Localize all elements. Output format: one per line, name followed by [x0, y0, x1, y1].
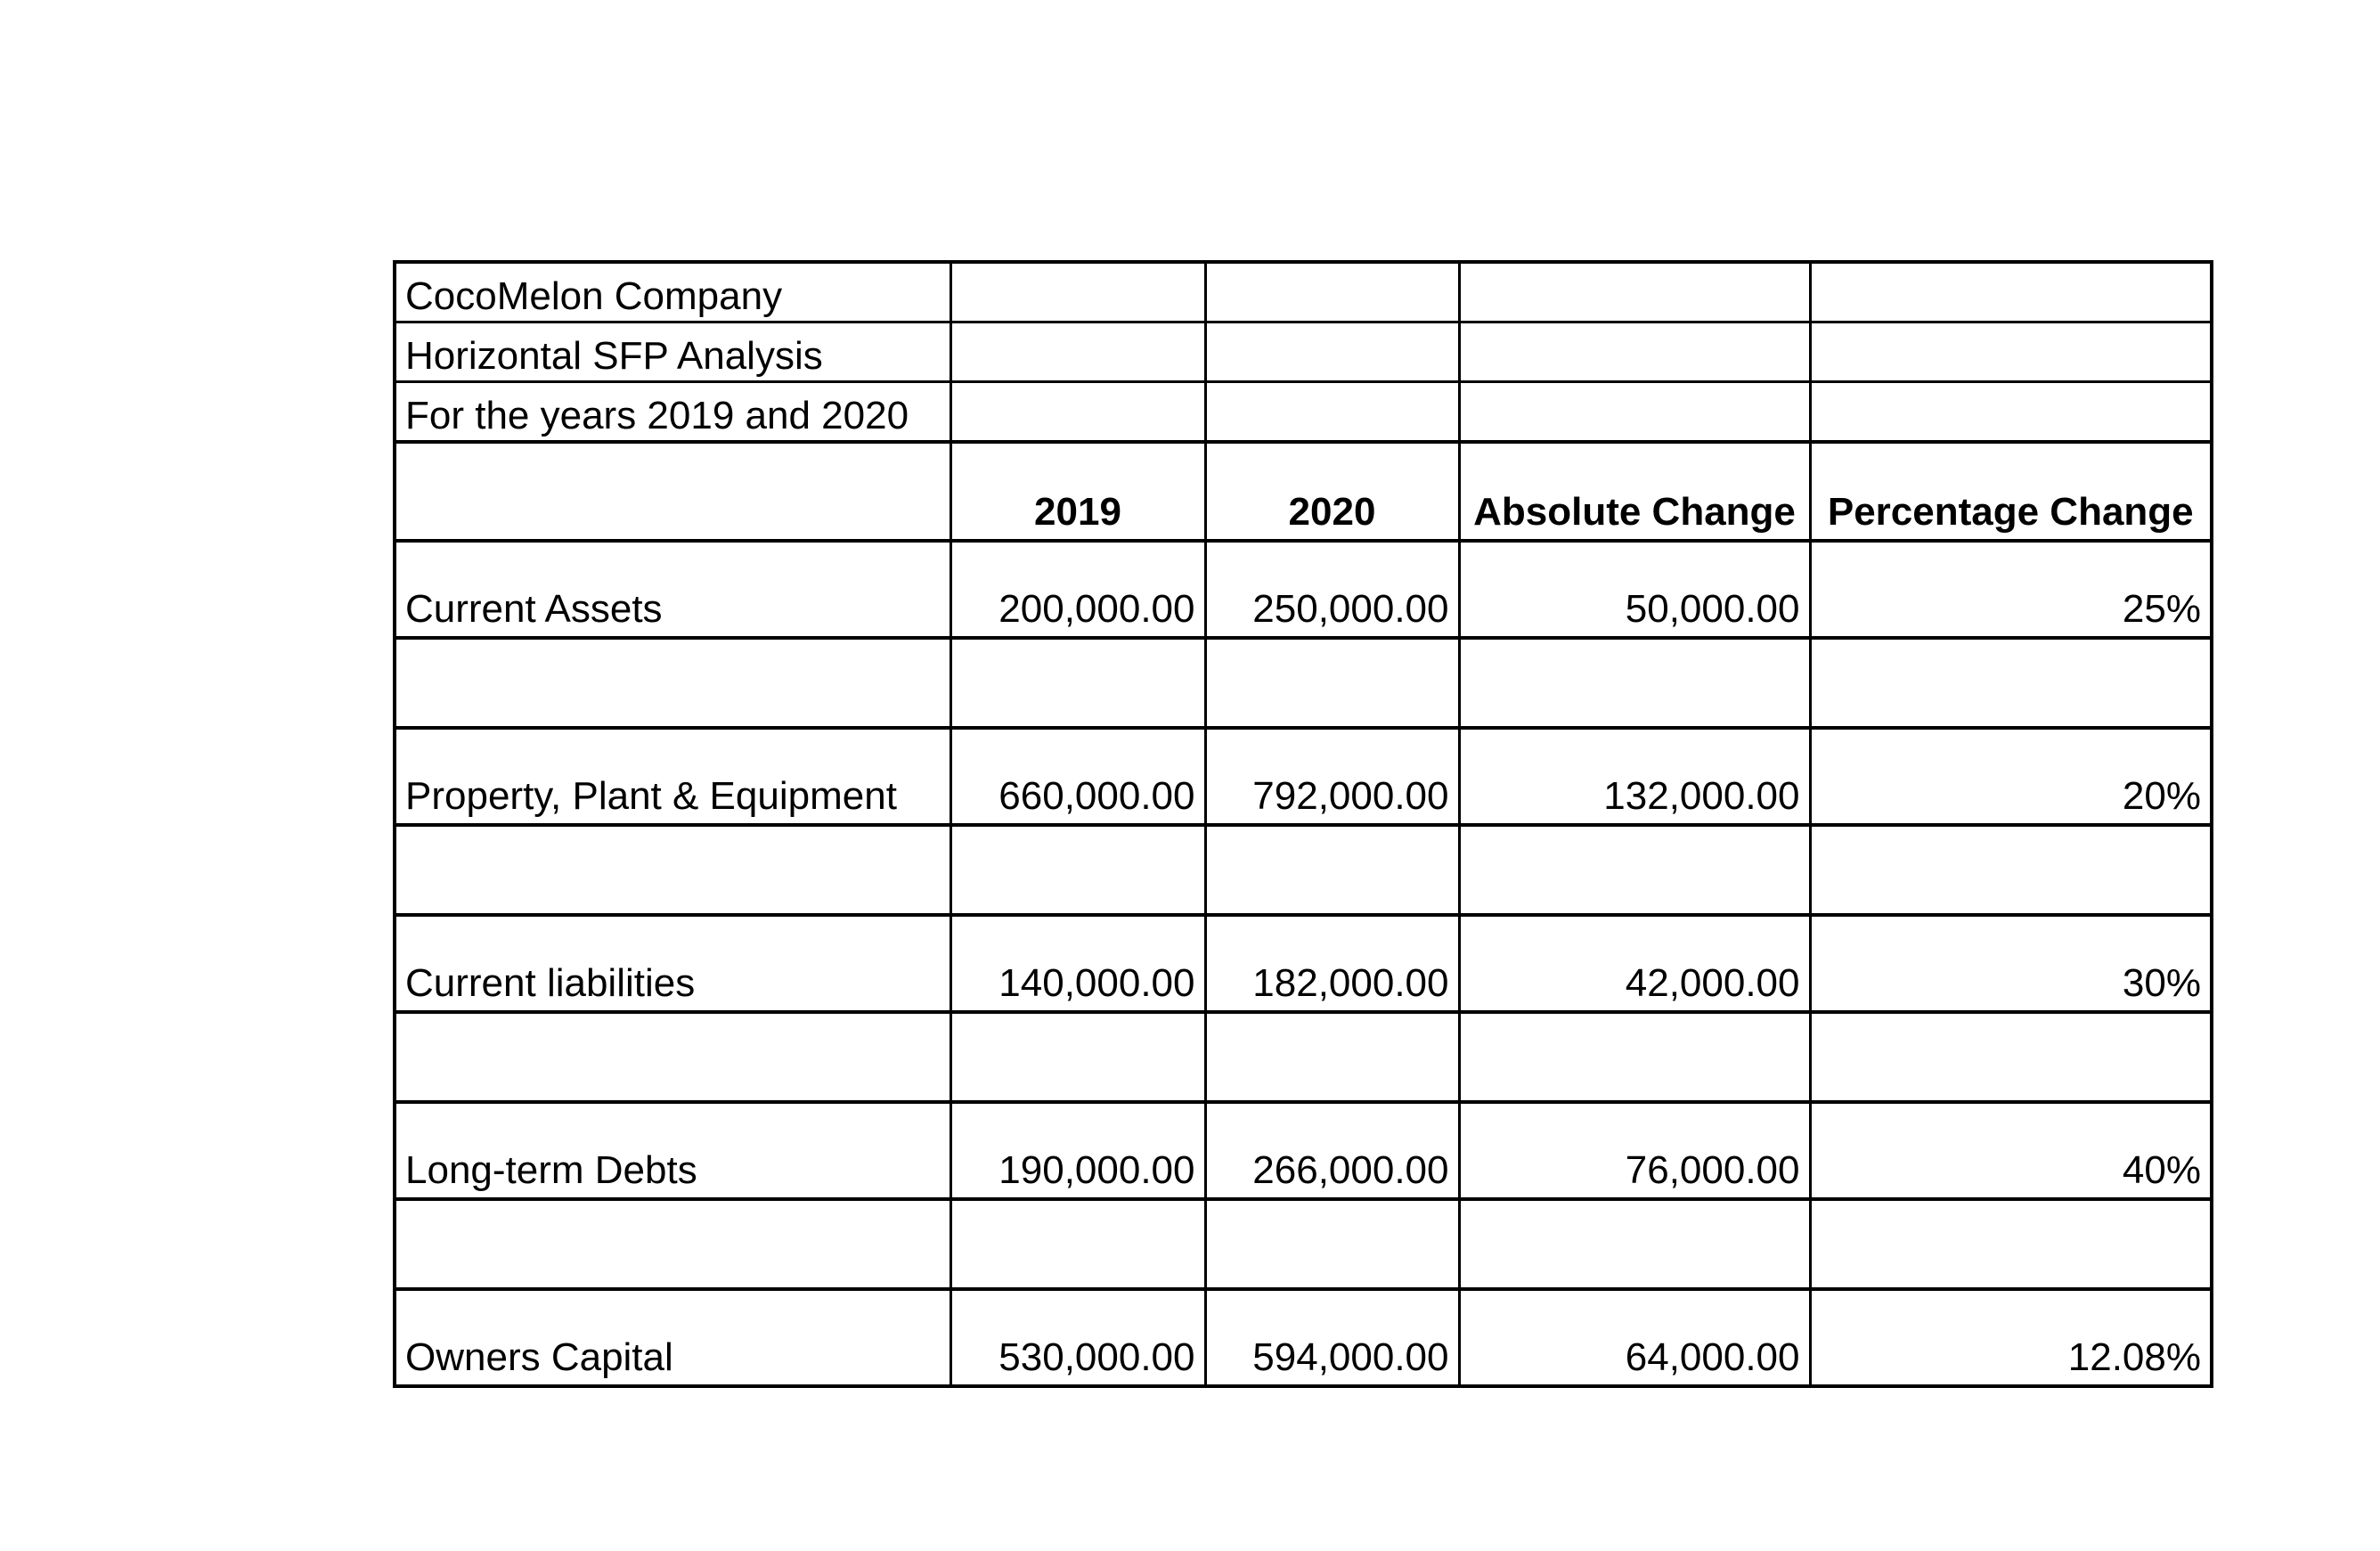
value-2020[interactable]: 792,000.00: [1205, 728, 1459, 825]
empty-cell[interactable]: [1810, 825, 2212, 915]
percentage-change-value[interactable]: 12.08%: [1810, 1289, 2212, 1386]
header-label-cell[interactable]: [395, 442, 950, 541]
empty-cell[interactable]: [1810, 322, 2212, 382]
percentage-change-value[interactable]: 25%: [1810, 541, 2212, 638]
report-title-cell[interactable]: Horizontal SFP Analysis: [395, 322, 950, 382]
empty-cell[interactable]: [1205, 825, 1459, 915]
column-header-row: [395, 442, 2212, 541]
empty-cell[interactable]: [395, 1199, 950, 1289]
empty-cell[interactable]: [1810, 382, 2212, 443]
value-2020[interactable]: 250,000.00: [1205, 541, 1459, 638]
empty-cell[interactable]: [1810, 262, 2212, 322]
row-label[interactable]: Current liabilities: [395, 915, 950, 1012]
empty-cell[interactable]: [1459, 1199, 1810, 1289]
empty-cell[interactable]: [950, 825, 1205, 915]
empty-cell[interactable]: [1810, 1199, 2212, 1289]
report-period-cell[interactable]: For the years 2019 and 2020: [395, 382, 950, 443]
table-row-current-assets: [395, 541, 2212, 638]
value-2019[interactable]: 190,000.00: [950, 1102, 1205, 1199]
absolute-change-value[interactable]: 76,000.00: [1459, 1102, 1810, 1199]
empty-cell[interactable]: [1459, 262, 1810, 322]
value-2019[interactable]: 200,000.00: [950, 541, 1205, 638]
empty-cell[interactable]: [1459, 825, 1810, 915]
empty-cell[interactable]: [1810, 1012, 2212, 1102]
empty-cell[interactable]: [1459, 322, 1810, 382]
value-2019[interactable]: 660,000.00: [950, 728, 1205, 825]
value-2019[interactable]: 140,000.00: [950, 915, 1205, 1012]
empty-cell[interactable]: [950, 1012, 1205, 1102]
table-row-long-term-debts: [395, 1102, 2212, 1199]
empty-cell[interactable]: [1810, 638, 2212, 728]
table-row-current-liabilities: [395, 915, 2212, 1012]
empty-cell[interactable]: [1205, 638, 1459, 728]
value-2019[interactable]: 530,000.00: [950, 1289, 1205, 1386]
empty-cell[interactable]: [950, 638, 1205, 728]
empty-cell[interactable]: [1459, 1012, 1810, 1102]
empty-cell[interactable]: [395, 1012, 950, 1102]
percentage-change-value[interactable]: 20%: [1810, 728, 2212, 825]
title-row-period: [395, 382, 2212, 443]
spacer-row: [395, 1012, 2212, 1102]
absolute-change-value[interactable]: 42,000.00: [1459, 915, 1810, 1012]
company-name-cell[interactable]: CocoMelon Company: [395, 262, 950, 322]
empty-cell[interactable]: [1205, 382, 1459, 443]
value-2020[interactable]: 594,000.00: [1205, 1289, 1459, 1386]
empty-cell[interactable]: [1205, 1199, 1459, 1289]
percentage-change-value[interactable]: 40%: [1810, 1102, 2212, 1199]
header-2020[interactable]: 2020: [1205, 442, 1459, 541]
row-label[interactable]: Property, Plant & Equipment: [395, 728, 950, 825]
header-percentage-change[interactable]: Percentage Change: [1810, 442, 2212, 541]
title-row-company: [395, 262, 2212, 322]
value-2020[interactable]: 266,000.00: [1205, 1102, 1459, 1199]
table-row-ppe: [395, 728, 2212, 825]
empty-cell[interactable]: [950, 1199, 1205, 1289]
value-2020[interactable]: 182,000.00: [1205, 915, 1459, 1012]
empty-cell[interactable]: [1459, 382, 1810, 443]
header-absolute-change[interactable]: Absolute Change: [1459, 442, 1810, 541]
horizontal-analysis-table: [393, 260, 2213, 1388]
title-row-report: [395, 322, 2212, 382]
empty-cell[interactable]: [950, 262, 1205, 322]
empty-cell[interactable]: [1459, 638, 1810, 728]
empty-cell[interactable]: [950, 322, 1205, 382]
empty-cell[interactable]: [395, 638, 950, 728]
table-row-owners-capital: [395, 1289, 2212, 1386]
row-label[interactable]: Current Assets: [395, 541, 950, 638]
absolute-change-value[interactable]: 64,000.00: [1459, 1289, 1810, 1386]
empty-cell[interactable]: [1205, 1012, 1459, 1102]
empty-cell[interactable]: [395, 825, 950, 915]
row-label[interactable]: Long-term Debts: [395, 1102, 950, 1199]
absolute-change-value[interactable]: 50,000.00: [1459, 541, 1810, 638]
header-2019[interactable]: 2019: [950, 442, 1205, 541]
spacer-row: [395, 638, 2212, 728]
spacer-row: [395, 825, 2212, 915]
percentage-change-value[interactable]: 30%: [1810, 915, 2212, 1012]
empty-cell[interactable]: [950, 382, 1205, 443]
row-label[interactable]: Owners Capital: [395, 1289, 950, 1386]
empty-cell[interactable]: [1205, 322, 1459, 382]
absolute-change-value[interactable]: 132,000.00: [1459, 728, 1810, 825]
empty-cell[interactable]: [1205, 262, 1459, 322]
spacer-row: [395, 1199, 2212, 1289]
